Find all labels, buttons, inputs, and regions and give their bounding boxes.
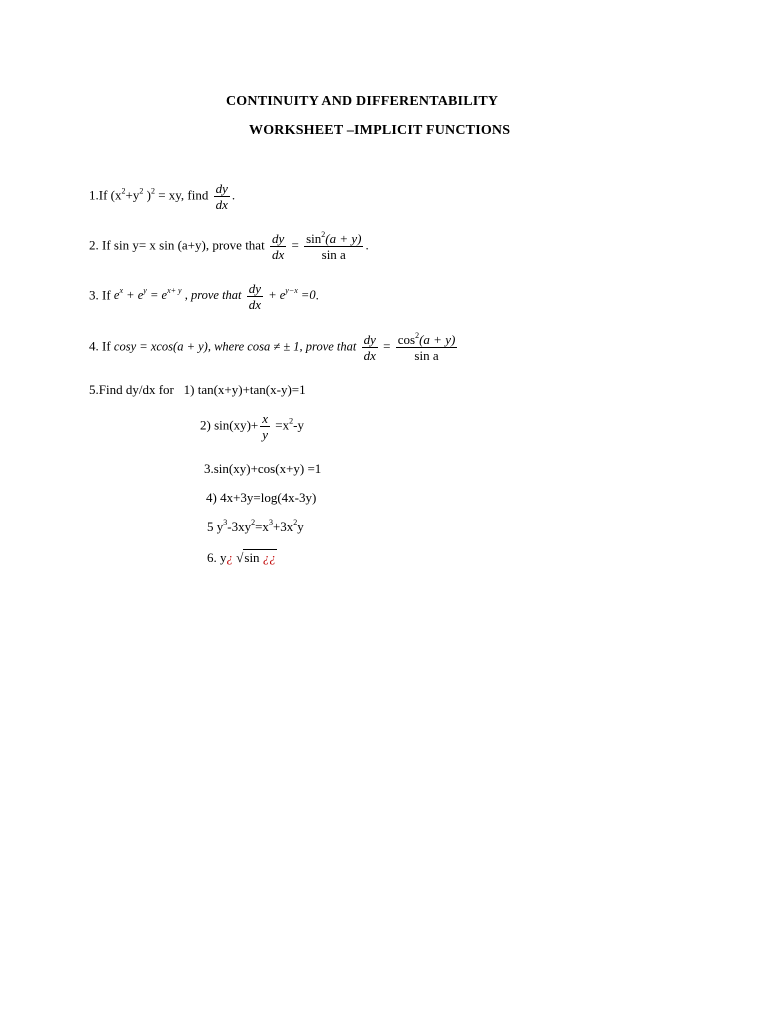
question-2: 2. If sin y= x sin (a+y), prove that $\frac{dy}{dx}$ = $\frac{\sin^2(a + y)}{\text{sin a}}$ . — [89, 230, 369, 262]
q4-derivative: $\frac{dy}{dx}$ — [363, 332, 376, 363]
missing-glyph-marker-2: ¿¿ — [262, 550, 276, 565]
question-3: 3. If $e^x + e^y = e^{x+ y}$ , prove that $\frac{dy}{dx}$ + $e^{y-x} =0$. — [89, 281, 319, 312]
question-4: 4. If cosy = xcos(a + y), where cosa ≠ ± 1, prove that $\frac{dy}{dx}$ = $\frac{\cos^2(a + y)}{\text{sin a}}$ — [89, 331, 456, 363]
q5-part-4: 4) 4x+3y=log(4x-3y) — [206, 490, 317, 505]
q5-part-5: 5 $y^3-3xy^2=x^3+3x^2y$ — [207, 518, 304, 534]
missing-glyph-marker: ¿ — [226, 550, 233, 565]
q2-derivative: $\frac{dy}{dx}$ — [271, 231, 285, 262]
q1-fraction: $\frac{dy}{dx}$ — [215, 181, 228, 212]
question-1: 1.If ($x^2+y^2$ )$^2$ = xy, find $\frac{dy}{dx}$ . — [89, 181, 236, 212]
q4-rhs-fraction: $\frac{\cos^2(a + y)}{\text{sin a}}$ — [397, 331, 456, 363]
q5-part-2-fraction: $\frac{x}{y}$ — [262, 411, 269, 442]
worksheet-title: CONTINUITY AND DIFFERENTABILITY — [226, 94, 499, 109]
question-5: 5.Find dy/dx for 1) tan(x+y)+tan(x-y)=1 — [89, 382, 306, 397]
sqrt-symbol: √ — [236, 550, 244, 565]
q5-part-3: 3.sin(xy)+cos(x+y) =1 — [204, 461, 322, 476]
q2-rhs-fraction: $\frac{\sin^2(a + y)}{\text{sin a}}$ — [306, 230, 362, 262]
q3-derivative: $\frac{dy}{dx}$ — [248, 281, 262, 312]
q5-part-1: 1) tan(x+y)+tan(x-y)=1 — [183, 382, 306, 397]
worksheet-subtitle: WORKSHEET –IMPLICIT FUNCTIONS — [249, 123, 511, 138]
q5-part-6: 6. y¿ √sin ¿¿ — [207, 550, 276, 565]
q5-part-2: 2) sin(xy)+ $\frac{x}{y}$ $=x^2-y$ — [200, 411, 304, 442]
